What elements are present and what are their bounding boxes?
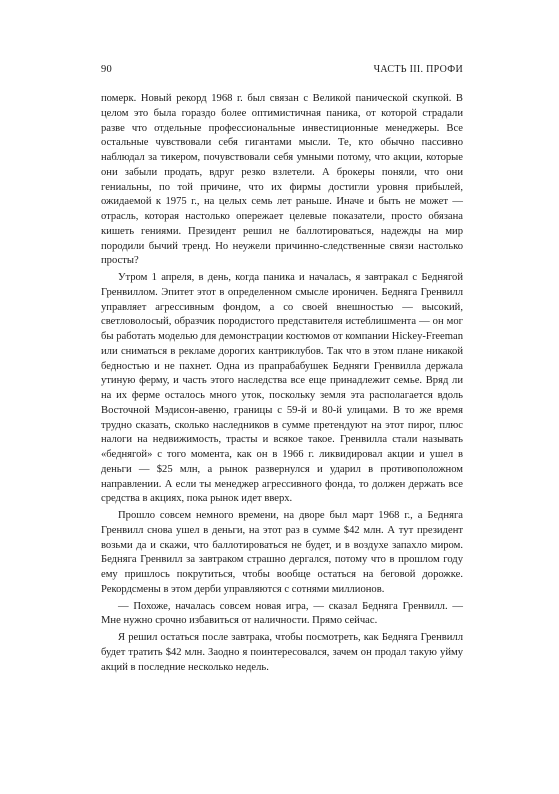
dialogue-paragraph: — Похоже, началась совсем новая игра, — сказал Бедняга Гренвилл. — Мне нужно срочно избавиться от наличности. Прямо сейчас. bbox=[101, 600, 463, 627]
page-number: 90 bbox=[101, 64, 112, 75]
page-header bbox=[101, 64, 463, 80]
body-text bbox=[101, 92, 463, 675]
paragraph: померк. Новый рекорд 1968 г. был связан с Великой панической скупкой. В целом это была гораздо более оптимистичная паника, от которой страдали разве что отдельные профессиональные инвестиционные менеджеры. Все остальные чувствовали себя гигантами мысли. Те, кто обычно пассивно наблюдал за тикером, почувствовали себя умными потому, что акции, которые они забыли продать, вдруг резко взлетели. А брокеры поняли, что они гениальны, по той причине, что их фирмы достигли уровня прибылей, ожидаемой к 1975 г., на целых семь лет раньше. Иначе и быть не может — отрасль, которая настолько опережает целевые показатели, просто обязана кишеть гениями. Президент решил не баллотироваться, надежды на мир породили бычий тренд. Но неужели причинно-следственные связи настолько просты? bbox=[101, 93, 463, 267]
running-head: ЧАСТЬ III. ПРОФИ bbox=[373, 64, 463, 75]
paragraph: Утром 1 апреля, в день, когда паника и началась, я завтракал с Беднягой Гренвиллом. Эпитет этот в определенном смысле ироничен. Бедняга Гренвилл управляет агрессивным фондом, а со своей внешностью — высокий, светловолосый, образчик породистого представителя истеблишмента — он мог бы работать моделью для демонстрации костюмов от компании Hickey-Freeman или сниматься в рекламе дорогих кантриклубов. Так что в этом плане никакой бедностью и не пахнет. Одна из прапрабабушек Бедняги Гренвилла держала утиную ферму, и часть этого наследства все еще принадлежит семье. Вряд ли на их ферме осталось много уток, поскольку земля эта располагается вдоль Восточной Мэдисон-авеню, границы с 59-й и 80-й улицами. В то же время трудно сказать, сколько наследников в сумме претендуют на этот пирог, плюс налоги на недвижимость, трасты и всякое такое. Гренвилла стали называть «беднягой» с того момента, как он в 1966 г. ликвидировал акции и ушел в деньги — $25 млн, а рынок развернулся и ударил в противоположном направлении. А если ты менеджер агрессивного фонда, то должен держать все средства в акциях, пока рынок идет вверх. bbox=[101, 272, 463, 505]
paragraph: Прошло совсем немного времени, на дворе был март 1968 г., а Бедняга Гренвилл снова ушел в деньги, на этот раз в сумме $42 млн. А тут президент возьми да и скажи, что баллотироваться не будет, и в воздухе запахло миром. Бедняга Гренвилл за завтраком страшно дергался, потому что в прошлом году ему пришлось покрутиться, чтобы вообще остаться на беговой дорожке. Рекордсмены в этом дерби управляются с сотнями миллионов. bbox=[101, 510, 463, 595]
paragraph: Я решил остаться после завтрака, чтобы посмотреть, как Бедняга Гренвилл будет тратить $42 млн. Заодно я поинтересовался, зачем он продал такую уйму акций в последние несколько недель. bbox=[101, 632, 463, 673]
